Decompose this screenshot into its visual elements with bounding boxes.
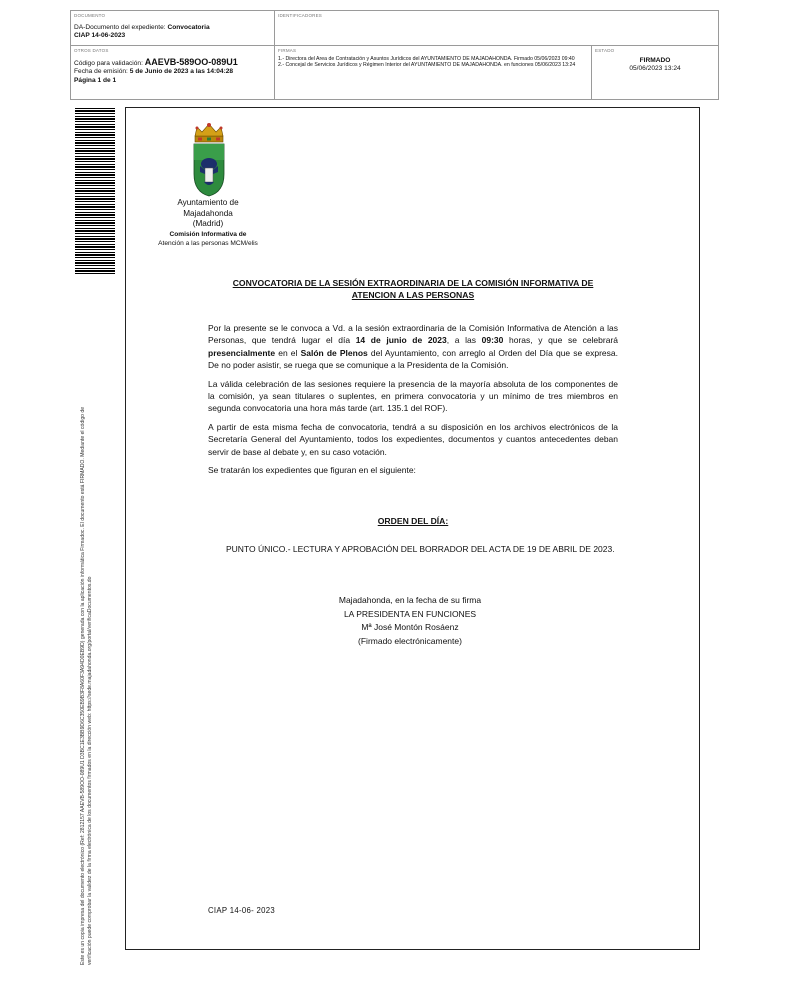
codigo-prefix: Código para validación:	[74, 60, 143, 67]
entity-line-4: Comisión Informativa de	[169, 230, 247, 238]
barcode-image	[75, 108, 115, 275]
meeting-mode: presencialmente	[208, 347, 276, 358]
entity-line-3: (Madrid)	[192, 219, 224, 229]
identificadores-label: IDENTIFICADORES	[278, 13, 323, 18]
side-note-line-1: Este es un copia impresa del documento electrónico (Ref: 2812157 AAEVB-589OO-089U1 D3BC1E3BB9D6C350EB9B3F8A60F3A94D0EB9D) generada con la aplicación informática Firmadoc. El documento está FIRMADO. Mediante el código de	[80, 406, 86, 965]
signature-block	[310, 594, 510, 648]
header-otros-cell	[71, 46, 275, 99]
fecha-value: 5 de Junio de 2023 a las 14:04:28	[129, 68, 234, 76]
header-firmas-cell	[275, 46, 592, 99]
header-estado-cell	[592, 46, 718, 99]
signature-line-4: (Firmado electrónicamente)	[358, 635, 462, 646]
documento-prefix: DA-Documento del expediente:	[74, 24, 166, 31]
agenda-heading: ORDEN DEL DÍA:	[377, 516, 449, 526]
signature-entry-2: 2.- Concejal de Servicios Jurídicos y Régimen Interior del AYUNTAMIENTO DE MAJADAHONDA. en funciones 05/06/2023 13:24	[278, 62, 576, 69]
entity-line-2: Majadahonda	[183, 208, 233, 218]
documento-value: Convocatoria	[167, 24, 210, 31]
meeting-date: 14 de junio de 2023	[355, 335, 447, 346]
document-header	[70, 10, 719, 100]
paragraph-4: Se tratarán los expedientes que figuran en el siguiente:	[208, 465, 416, 476]
meeting-place: Salón de Plenos	[300, 347, 368, 358]
firmas-label: FIRMAS	[278, 48, 297, 53]
coat-of-arms-icon	[186, 122, 232, 198]
title-line-1: CONVOCATORIA DE LA SESIÓN EXTRAORDINARIA DE LA COMISIÓN INFORMATIVA DE	[232, 278, 594, 288]
agenda-item: PUNTO ÚNICO.- LECTURA Y APROBACIÓN DEL BORRADOR DEL ACTA DE 19 DE ABRIL DE 2023.	[226, 544, 615, 554]
page-count: Página 1 de 1	[74, 76, 117, 84]
document-title	[210, 277, 616, 302]
paragraph-2: La válida celebración de las sesiones requiere la presencia de la mayoría absoluta de los componentes de la comisión, ya sean titulares o suplentes, en primera convocatoria y un mínimo de tres miembros en segunda convocatoria una hora más tarde (art. 135.1 del ROF).	[208, 378, 618, 414]
page-footer: CIAP 14-06- 2023	[208, 906, 276, 915]
signature-line-2: LA PRESIDENTA EN FUNCIONES	[343, 608, 477, 619]
signature-line-3: Mª José Montón Rosáenz	[361, 622, 459, 632]
status-badge: FIRMADO	[639, 57, 671, 64]
side-note-line-2[interactable]: verificación puede comprobar la validez de la firma electrónica de los documentos firmados en la dirección web: https://sede.majadahonda.org/portal/verificaDocumentos.do	[87, 576, 93, 965]
paragraph-3: A partir de esta misma fecha de convocatoria, tendrá a su disposición en los archivos electrónicos de la Secretaría General del Ayuntamiento, todos los expedientes, documentos y cuantos antecedentes deban servir de base al debate y, en su caso votación.	[208, 421, 618, 457]
title-line-2: ATENCION A LAS PERSONAS	[351, 290, 475, 301]
documento-label: DOCUMENTO	[74, 13, 106, 18]
otros-label: OTROS DATOS	[74, 48, 109, 53]
document-body	[208, 322, 618, 482]
signature-entry-1: 1.- Directora del Area de Contratación y Asuntos Jurídicos del AYUNTAMIENTO DE MAJADAHONDA. Firmado 05/06/2023 09:40	[278, 56, 575, 62]
side-verification-note	[80, 300, 94, 965]
issuing-entity	[142, 198, 274, 249]
signature-line-1: Majadahonda, en la fecha de su firma	[338, 595, 482, 605]
documento-code: CIAP 14-06-2023	[74, 32, 126, 40]
fecha-prefix: Fecha de emisión:	[74, 68, 128, 76]
header-documento-cell	[71, 11, 275, 46]
status-date: 05/06/2023 13:24	[629, 65, 681, 73]
validation-code[interactable]: AAEVB-589OO-089U1	[144, 57, 238, 67]
header-identificadores-cell	[275, 11, 718, 46]
meeting-time: 09:30	[481, 335, 504, 346]
entity-line-5: Atención a las personas MCM/elis	[158, 240, 258, 248]
entity-line-1: Ayuntamiento de	[177, 198, 239, 207]
paragraph-1: Por la presente se le convoca a Vd. a la sesión extraordinaria de la Comisión Informativa de Atención a las Personas, que tendrá lugar el día 14 de junio de 2023, a las 09:30 horas, y que se celebrará presencialmente en el Salón de Plenos del Ayuntamiento, con arreglo al Orden del Día que se expresa. De no poder asistir, se ruega que se comunique a la Presidenta de la Comisión.	[208, 323, 618, 371]
estado-label: ESTADO	[595, 48, 615, 53]
